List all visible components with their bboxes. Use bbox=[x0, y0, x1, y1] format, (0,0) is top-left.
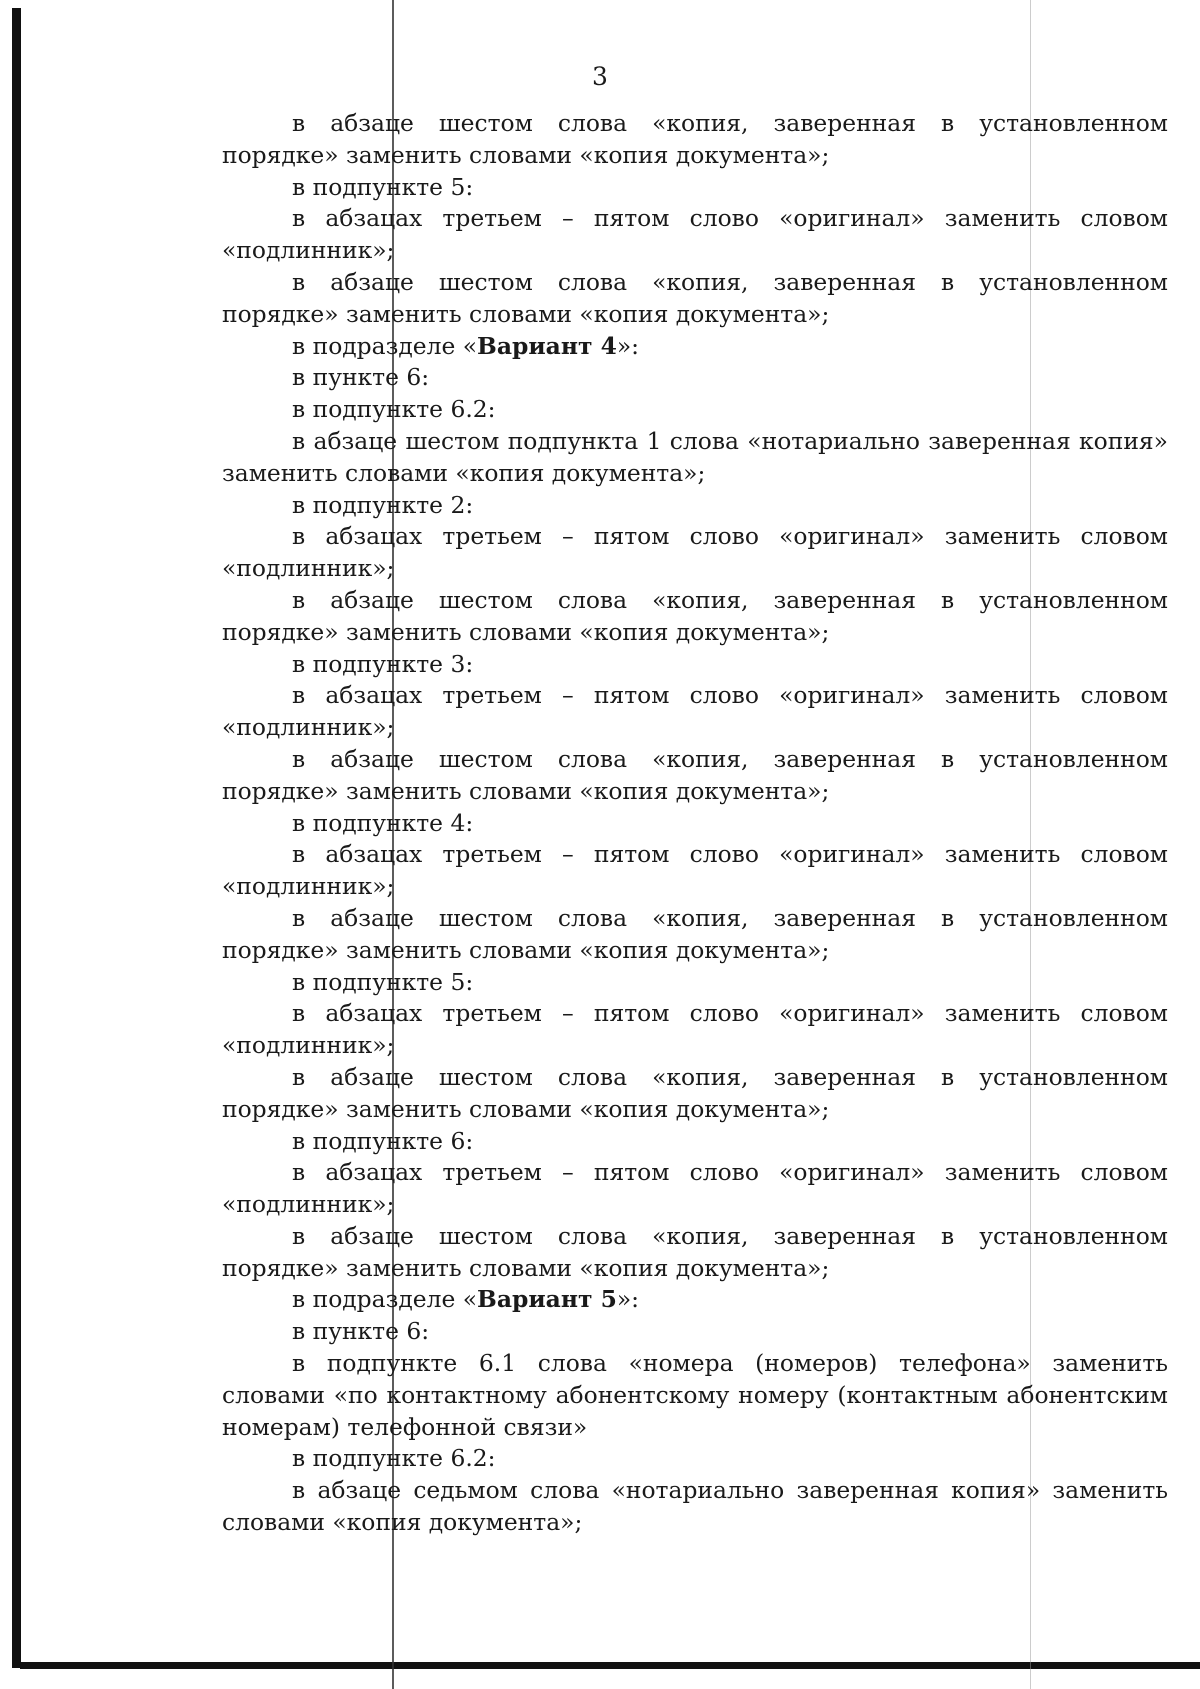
paragraph: в подпункте 6.2: bbox=[292, 1444, 496, 1473]
paragraph: в подпункте 6.1 слова «номера (номеров) телефона» заменить словами «по контактному абонентскому номеру (контактным абонентским номерам) телефонной связи» bbox=[222, 1349, 1168, 1441]
paragraph: в абзацах третьем – пятом слово «оригинал» заменить словом «подлинник»; bbox=[222, 1158, 1168, 1219]
paragraph: в абзацах третьем – пятом слово «оригинал» заменить словом «подлинник»; bbox=[222, 522, 1168, 583]
heading-prefix: в подразделе « bbox=[292, 331, 478, 360]
heading-prefix: в подразделе « bbox=[292, 1285, 478, 1314]
paragraph: в абзаце шестом слова «копия, заверенная в установленном порядке» заменить словами «копия документа»; bbox=[222, 903, 1168, 964]
paragraph: в пункте 6: bbox=[292, 363, 430, 392]
paragraph: в подпункте 4: bbox=[292, 808, 474, 837]
heading-suffix: »: bbox=[616, 1285, 640, 1314]
variant-title: Вариант 4 bbox=[477, 331, 617, 360]
subsection-heading bbox=[222, 1284, 1168, 1316]
paragraph: в абзаце шестом слова «копия, заверенная в установленном порядке» заменить словами «копия документа»; bbox=[222, 1221, 1168, 1282]
scan-border-bottom bbox=[20, 1662, 1200, 1669]
paragraph: в абзаце шестом слова «копия, заверенная в установленном порядке» заменить словами «копия документа»; bbox=[222, 744, 1168, 805]
paragraph: в абзацах третьем – пятом слово «оригинал» заменить словом «подлинник»; bbox=[222, 840, 1168, 901]
paragraph: в подпункте 3: bbox=[292, 649, 474, 678]
subsection-heading bbox=[222, 331, 1168, 363]
variant-title: Вариант 5 bbox=[477, 1285, 617, 1314]
scan-border-left bbox=[12, 8, 21, 1668]
paragraph: в пункте 6: bbox=[292, 1317, 430, 1346]
paragraph: в подпункте 6.2: bbox=[292, 395, 496, 424]
page-number: 3 bbox=[592, 62, 608, 91]
paragraph: в подпункте 5: bbox=[292, 967, 474, 996]
paragraph: в абзацах третьем – пятом слово «оригинал» заменить словом «подлинник»; bbox=[222, 681, 1168, 742]
paragraph: в абзацах третьем – пятом слово «оригинал» заменить словом «подлинник»; bbox=[222, 204, 1168, 265]
paragraph: в подпункте 2: bbox=[292, 490, 474, 519]
paragraph: в абзаце шестом слова «копия, заверенная в установленном порядке» заменить словами «копия документа»; bbox=[222, 267, 1168, 328]
paragraph: в абзаце шестом слова «копия, заверенная в установленном порядке» заменить словами «копия документа»; bbox=[222, 109, 1168, 169]
document-body bbox=[222, 108, 1168, 1539]
paragraph: в абзаце шестом подпункта 1 слова «нотариально заверенная копия» заменить словами «копия документа»; bbox=[222, 426, 1168, 487]
paragraph: в абзаце шестом слова «копия, заверенная в установленном порядке» заменить словами «копия документа»; bbox=[222, 1062, 1168, 1123]
paragraph: в абзаце седьмом слова «нотариально заверенная копия» заменить словами «копия документа»; bbox=[222, 1476, 1168, 1537]
heading-suffix: »: bbox=[616, 331, 640, 360]
paragraph: в подпункте 6: bbox=[292, 1126, 474, 1155]
paragraph: в абзаце шестом слова «копия, заверенная в установленном порядке» заменить словами «копия документа»; bbox=[222, 585, 1168, 646]
paragraph: в абзацах третьем – пятом слово «оригинал» заменить словом «подлинник»; bbox=[222, 999, 1168, 1060]
paragraph: в подпункте 5: bbox=[292, 172, 474, 201]
